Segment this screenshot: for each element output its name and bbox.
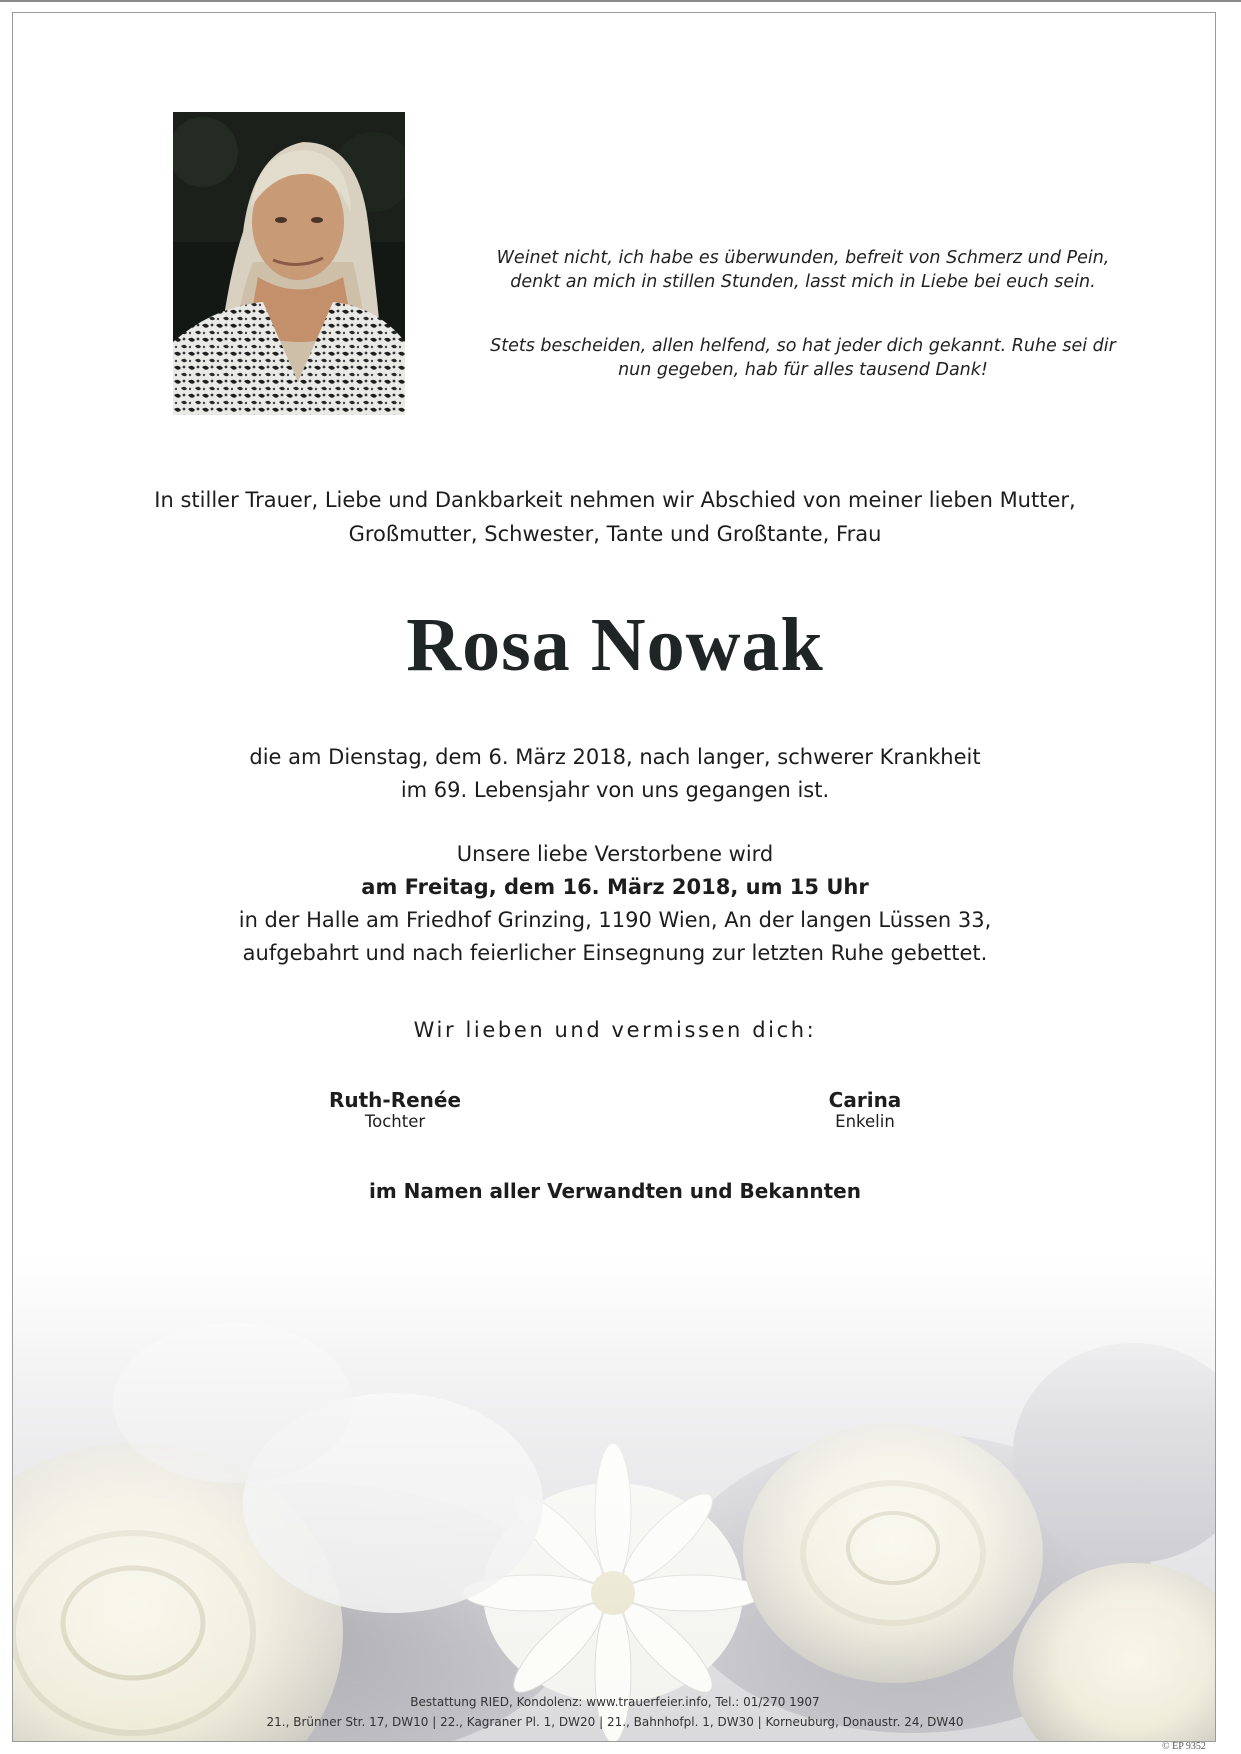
intro-line: In stiller Trauer, Liebe und Dankbarkeit nehmen wir Abschied von meiner lieben Mutter, bbox=[154, 488, 1076, 512]
mourner-relation: Tochter bbox=[364, 1112, 426, 1131]
mourner-2 bbox=[735, 1088, 995, 1132]
mourner-name: Carina bbox=[828, 1088, 902, 1112]
obituary-card bbox=[12, 12, 1216, 1742]
funeral-location: in der Halle am Friedhof Grinzing, 1190 Wien, An der langen Lüssen 33, bbox=[238, 908, 992, 932]
portrait-photo bbox=[173, 112, 405, 415]
intro-text bbox=[13, 483, 1216, 551]
poem-line: denkt an mich in stillen Stunden, lasst mich in Liebe bei euch sein. bbox=[510, 272, 1096, 292]
top-rule bbox=[0, 0, 1241, 2]
mourner-1 bbox=[265, 1088, 525, 1132]
death-notice bbox=[13, 741, 1216, 807]
death-line: im 69. Lebensjahr von uns gegangen ist. bbox=[400, 778, 830, 802]
white-roses-image bbox=[13, 1253, 1216, 1742]
death-line: die am Dienstag, dem 6. März 2018, nach langer, schwerer Krankheit bbox=[249, 745, 981, 769]
poem-line: Weinet nicht, ich habe es überwunden, befreit von Schmerz und Pein, bbox=[496, 248, 1110, 268]
document-code: © EP 9352 bbox=[1162, 1741, 1206, 1752]
mourner-name: Ruth-Renée bbox=[328, 1088, 462, 1112]
poem-stanza-2 bbox=[453, 334, 1153, 382]
poem-line: Stets bescheiden, allen helfend, so hat jeder dich gekannt. Ruhe sei dir bbox=[490, 336, 1116, 356]
deceased-name: Rosa Nowak bbox=[406, 603, 824, 687]
mourner-relation: Enkelin bbox=[835, 1112, 895, 1131]
closing-line: im Namen aller Verwandten und Bekannten bbox=[369, 1179, 861, 1203]
funeral-burial: aufgebahrt und nach feierlicher Einsegnung zur letzten Ruhe gebettet. bbox=[242, 941, 988, 965]
intro-line: Großmutter, Schwester, Tante und Großtante, Frau bbox=[348, 522, 882, 546]
poem-line: nun gegeben, hab für alles tausend Dank! bbox=[618, 360, 988, 380]
funeral-date: am Freitag, dem 16. März 2018, um 15 Uhr bbox=[361, 875, 869, 899]
funeral-intro: Unsere liebe Verstorbene wird bbox=[456, 842, 774, 866]
poem-stanza-1 bbox=[453, 246, 1153, 294]
funeral-home-addresses: 21., Brünner Str. 17, DW10 | 22., Kagraner Pl. 1, DW20 | 21., Bahnhofpl. 1, DW30 | Korneuburg, Donaustr. 24, DW40 bbox=[266, 1715, 964, 1729]
farewell-line: Wir lieben und vermissen dich: bbox=[413, 1018, 817, 1042]
funeral-details bbox=[13, 838, 1216, 970]
funeral-home-contact: Bestattung RIED, Kondolenz: www.trauerfeier.info, Tel.: 01/270 1907 bbox=[410, 1695, 820, 1709]
